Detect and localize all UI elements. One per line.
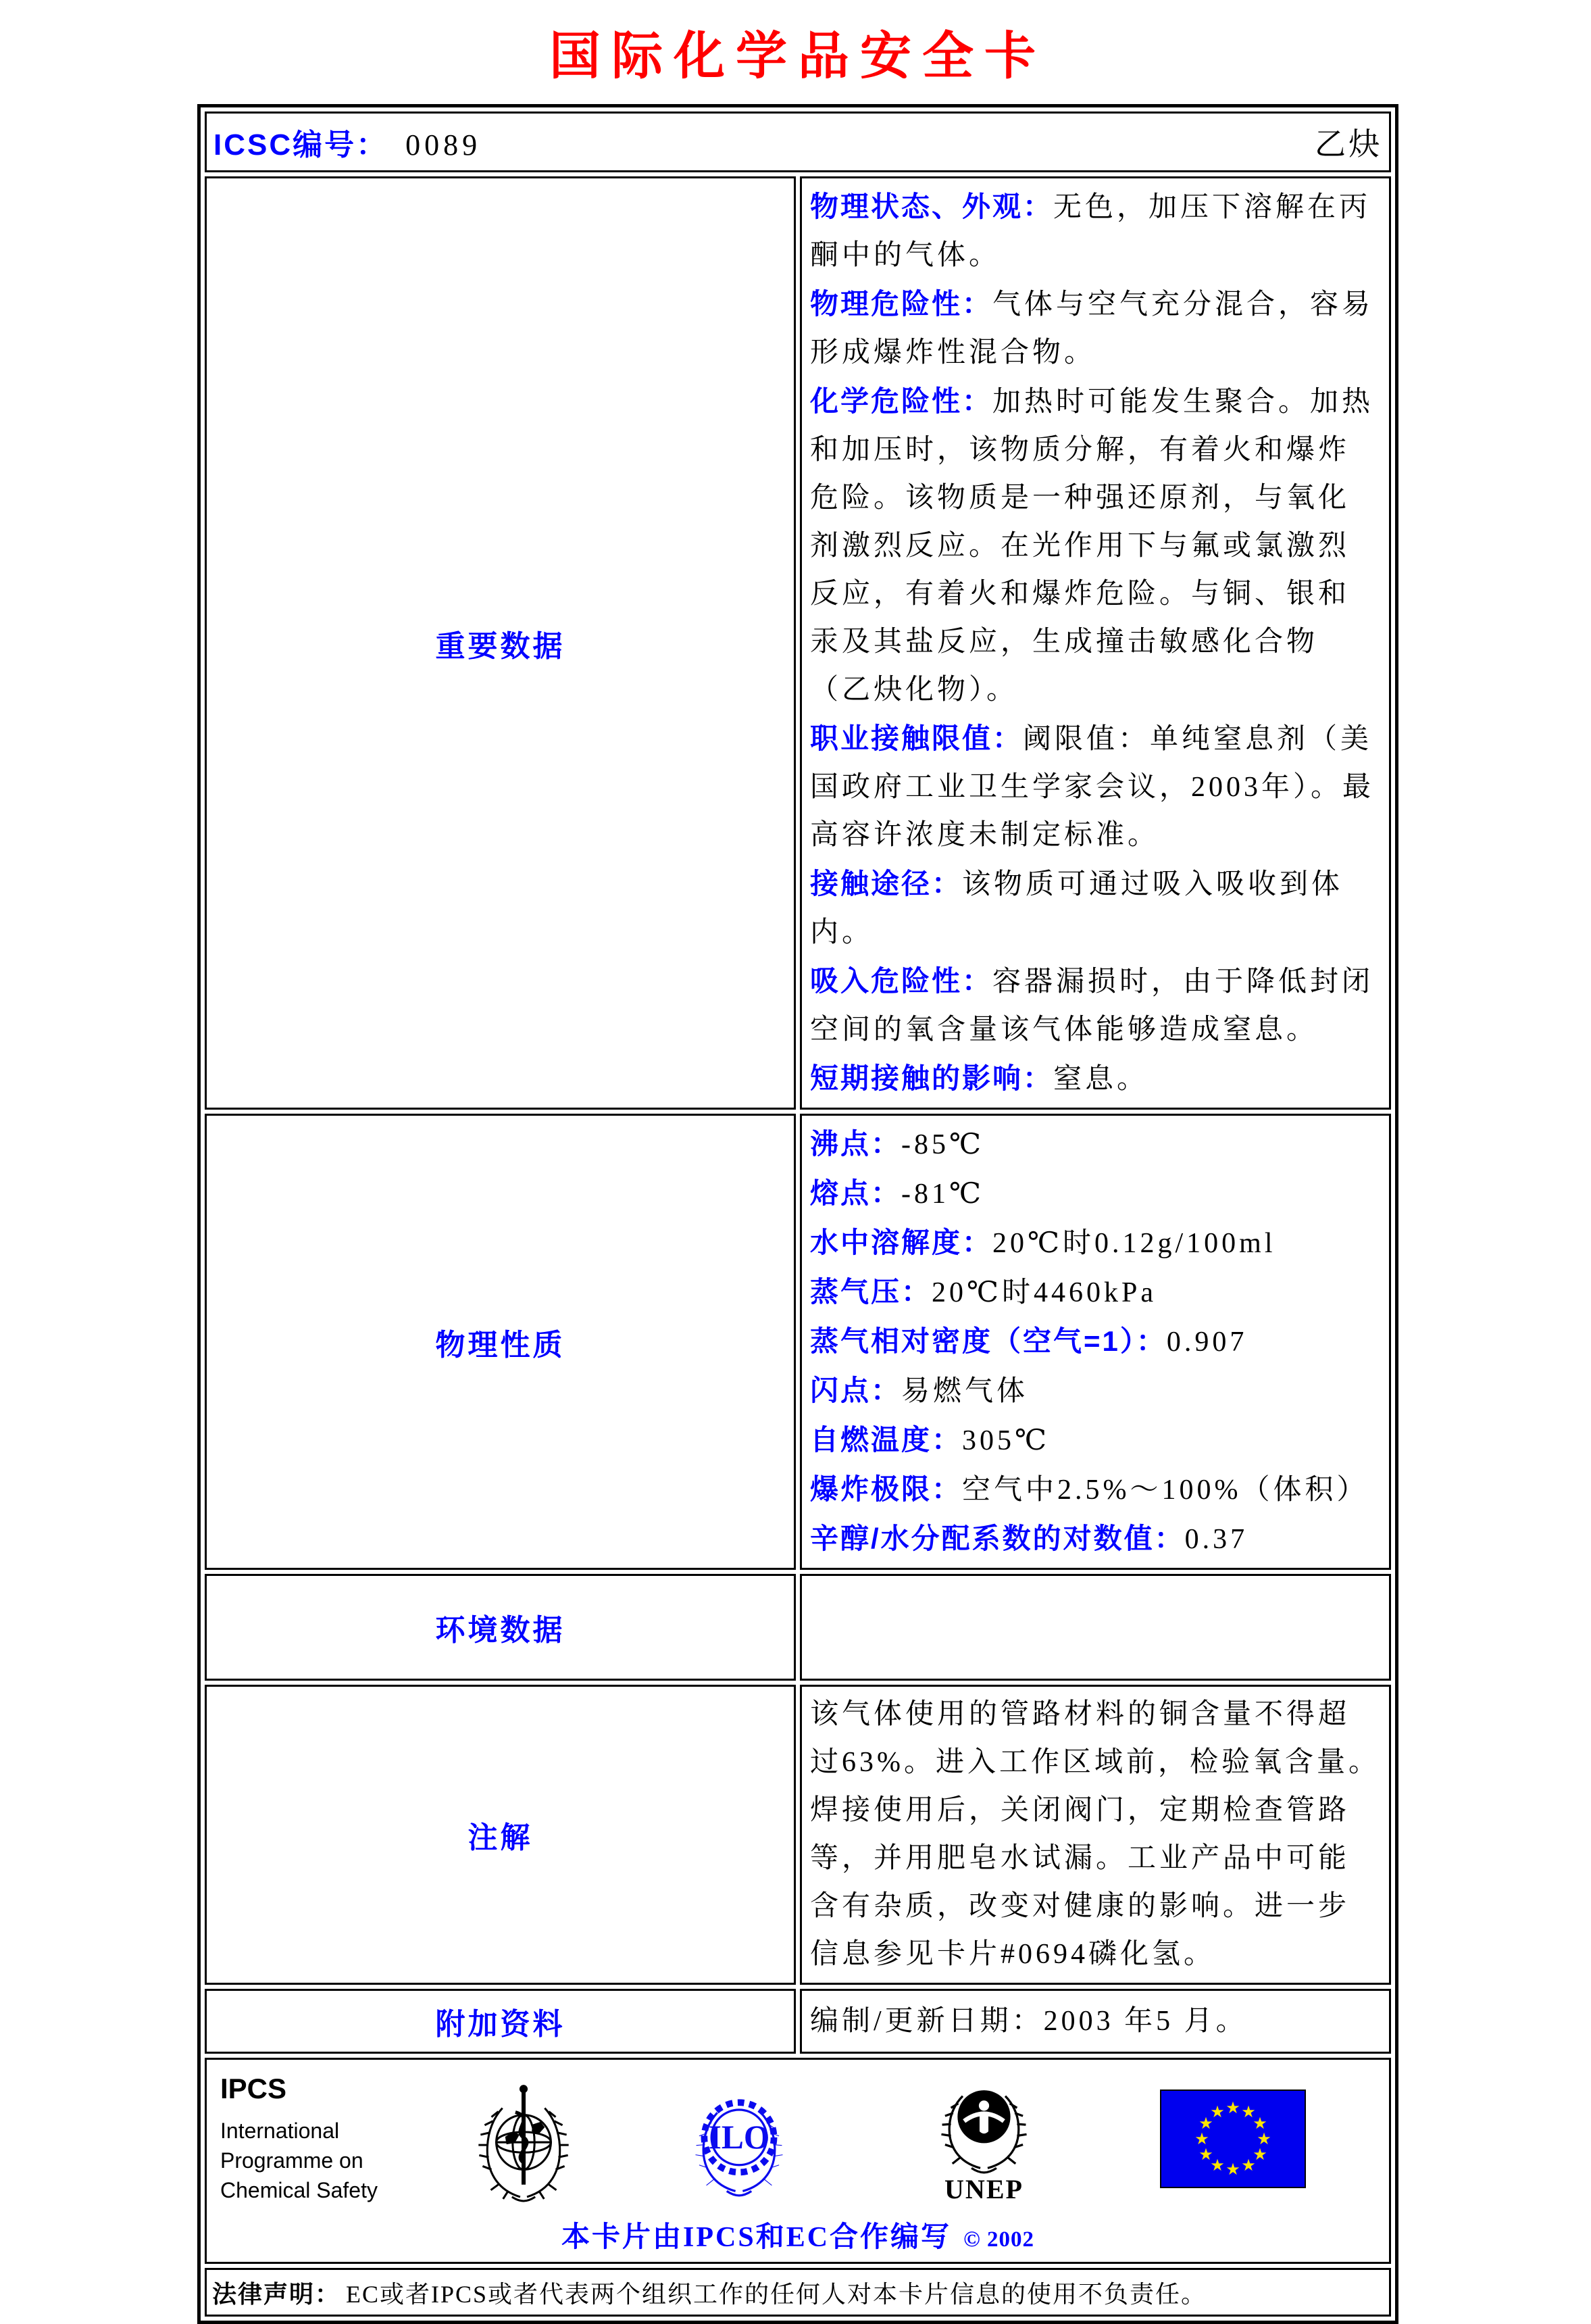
unep-logo — [928, 2073, 1040, 2205]
svg-text:★: ★ — [1210, 2155, 1225, 2175]
field-value: 无色，加压下溶解在丙酮中的气体。 — [810, 192, 1371, 271]
row-label-environmental-data: 环境数据 — [205, 1574, 796, 1681]
legal-disclaimer — [207, 2273, 1389, 2313]
data-item — [810, 1416, 1381, 1465]
unep-label: UNEP — [944, 2173, 1024, 2204]
svg-text:★: ★ — [1210, 2102, 1225, 2121]
field-label: 沸点： — [810, 1128, 902, 1160]
legal-label: 法律声明： — [212, 2279, 341, 2308]
svg-text:★: ★ — [1194, 2129, 1209, 2148]
field-label: 熔点： — [810, 1177, 902, 1209]
header-row — [205, 112, 1391, 172]
notes-content: 该气体使用的管路材料的铜含量不得超过63%。进入工作区域前，检验氧含量。焊接使用后，关闭阀门，定期检查管路等，并用肥皂水试漏。工业产品中可能含有杂质，改变对健康的影响。进一步信息参见卡片#0694磷化氢。 — [800, 1685, 1391, 1985]
footer-caption-line — [213, 2215, 1382, 2255]
field-label: 物理危险性： — [810, 288, 993, 320]
footer-copyright: © 2002 — [963, 2227, 1034, 2252]
data-item — [810, 1317, 1381, 1366]
field-value: 阈限值：单纯窒息剂（美国政府工业卫生学家会议，2003年）。最高容许浓度未制定标准。 — [810, 724, 1375, 851]
row-label-additional-info: 附加资料 — [205, 1989, 796, 2054]
field-label: 物理状态、外观： — [810, 191, 1054, 222]
important-data-content — [800, 176, 1391, 1110]
physical-properties-row — [205, 1114, 1391, 1570]
icsc-number-label: ICSC编号： — [213, 128, 388, 162]
ipcs-block — [213, 2073, 423, 2205]
svg-text:★: ★ — [1253, 2113, 1267, 2133]
field-value: 窒息。 — [1053, 1064, 1149, 1095]
important-data-row — [205, 176, 1391, 1110]
field-value: 20℃时4460kPa — [932, 1277, 1157, 1308]
data-item — [810, 1169, 1381, 1218]
svg-text:★: ★ — [1198, 2113, 1213, 2133]
field-value: -85℃ — [901, 1129, 984, 1160]
svg-text:★: ★ — [1257, 2129, 1271, 2148]
svg-text:★: ★ — [1253, 2144, 1267, 2164]
environmental-data-content — [800, 1574, 1391, 1681]
field-value: 0.907 — [1166, 1327, 1248, 1358]
field-label: 蒸气压： — [810, 1276, 932, 1308]
field-label: 短期接触的影响： — [810, 1062, 1054, 1094]
data-item — [810, 860, 1381, 957]
svg-text:★: ★ — [1241, 2155, 1256, 2175]
notes-row — [205, 1685, 1391, 1985]
icsc-number-group — [213, 120, 481, 164]
field-label: 接触途径： — [810, 868, 963, 899]
field-label: 爆炸极限： — [810, 1473, 963, 1505]
who-logo — [463, 2074, 584, 2204]
data-item — [810, 1366, 1381, 1416]
additional-info-content: 编制/更新日期：2003 年5 月。 — [800, 1989, 1391, 2054]
field-value: 20℃时0.12g/100ml — [992, 1228, 1276, 1259]
field-label: 化学危险性： — [810, 385, 993, 417]
row-label-important-data: 重要数据 — [205, 176, 796, 1110]
ipcs-subtitle-line: International — [220, 2118, 340, 2143]
data-item — [810, 714, 1381, 860]
field-value: 气体与空气充分混合，容易形成爆炸性混合物。 — [810, 289, 1374, 368]
legal-text: EC或者IPCS或者代表两个组织工作的任何人对本卡片信息的使用不负责任。 — [346, 2280, 1207, 2308]
chemical-name: 乙炔 — [1315, 127, 1382, 162]
ipcs-title: IPCS — [220, 2072, 287, 2104]
data-item — [810, 1465, 1381, 1514]
additional-info-row — [205, 1989, 1391, 2054]
field-value: 容器漏损时，由于降低封闭空间的氧含量该气体能够造成窒息。 — [810, 966, 1374, 1045]
row-label-physical-properties: 物理性质 — [205, 1114, 796, 1570]
field-value: 空气中2.5%～100%（体积） — [962, 1475, 1369, 1506]
field-value: 该物质可通过吸入吸收到体内。 — [810, 869, 1344, 948]
svg-text:ILO: ILO — [708, 2118, 770, 2156]
field-label: 辛醇/水分配系数的对数值： — [810, 1523, 1185, 1554]
ilo-logo — [678, 2081, 800, 2197]
field-label: 自燃温度： — [810, 1424, 963, 1456]
footer-caption: 本卡片由IPCS和EC合作编写 — [561, 2222, 952, 2253]
svg-text:★: ★ — [1241, 2102, 1256, 2121]
data-item — [810, 1268, 1381, 1317]
row-label-notes: 注解 — [205, 1685, 796, 1985]
field-value: 易燃气体 — [901, 1376, 1029, 1407]
ipcs-subtitle-line: Programme on — [220, 2148, 363, 2173]
physical-properties-content — [800, 1114, 1391, 1570]
footer-row — [205, 2058, 1391, 2264]
data-item — [810, 1054, 1381, 1104]
field-value: -81℃ — [901, 1179, 984, 1210]
icsc-card-page — [197, 23, 1398, 2324]
data-item — [810, 1514, 1381, 1564]
eu-flag — [1160, 2090, 1306, 2188]
data-item — [810, 280, 1381, 377]
field-label: 蒸气相对密度（空气=1）： — [810, 1325, 1167, 1357]
field-label: 吸入危险性： — [810, 965, 993, 997]
field-value: 加热时可能发生聚合。加热和加压时，该物质分解，有着火和爆炸危险。该物质是一种强还原剂，与氧化剂激烈反应。在光作用下与氟或氯激烈反应，有着火和爆炸危险。与铜、银和汞及其盐反应，生成撞击敏感化合物（乙炔化物）。 — [810, 387, 1374, 706]
ipcs-subtitle-line: Chemical Safety — [220, 2177, 378, 2202]
svg-text:★: ★ — [1226, 2159, 1240, 2179]
environmental-data-row — [205, 1574, 1391, 1681]
field-label: 职业接触限值： — [810, 722, 1024, 754]
field-value: 0.37 — [1184, 1524, 1248, 1555]
logo-strip — [213, 2069, 1382, 2208]
legal-row — [205, 2268, 1391, 2317]
page-title: 国际化学品安全卡 — [549, 28, 1046, 85]
svg-text:★: ★ — [1198, 2144, 1213, 2164]
field-label: 水中溶解度： — [810, 1227, 993, 1258]
field-label: 闪点： — [810, 1375, 902, 1406]
icsc-number-value: 0089 — [405, 128, 482, 162]
data-item — [810, 1120, 1381, 1169]
data-item — [810, 1218, 1381, 1268]
data-item — [810, 182, 1381, 280]
data-item — [810, 957, 1381, 1054]
svg-text:★: ★ — [1226, 2098, 1240, 2117]
icsc-table — [197, 104, 1398, 2324]
field-value: 305℃ — [962, 1425, 1050, 1456]
data-item — [810, 377, 1381, 714]
